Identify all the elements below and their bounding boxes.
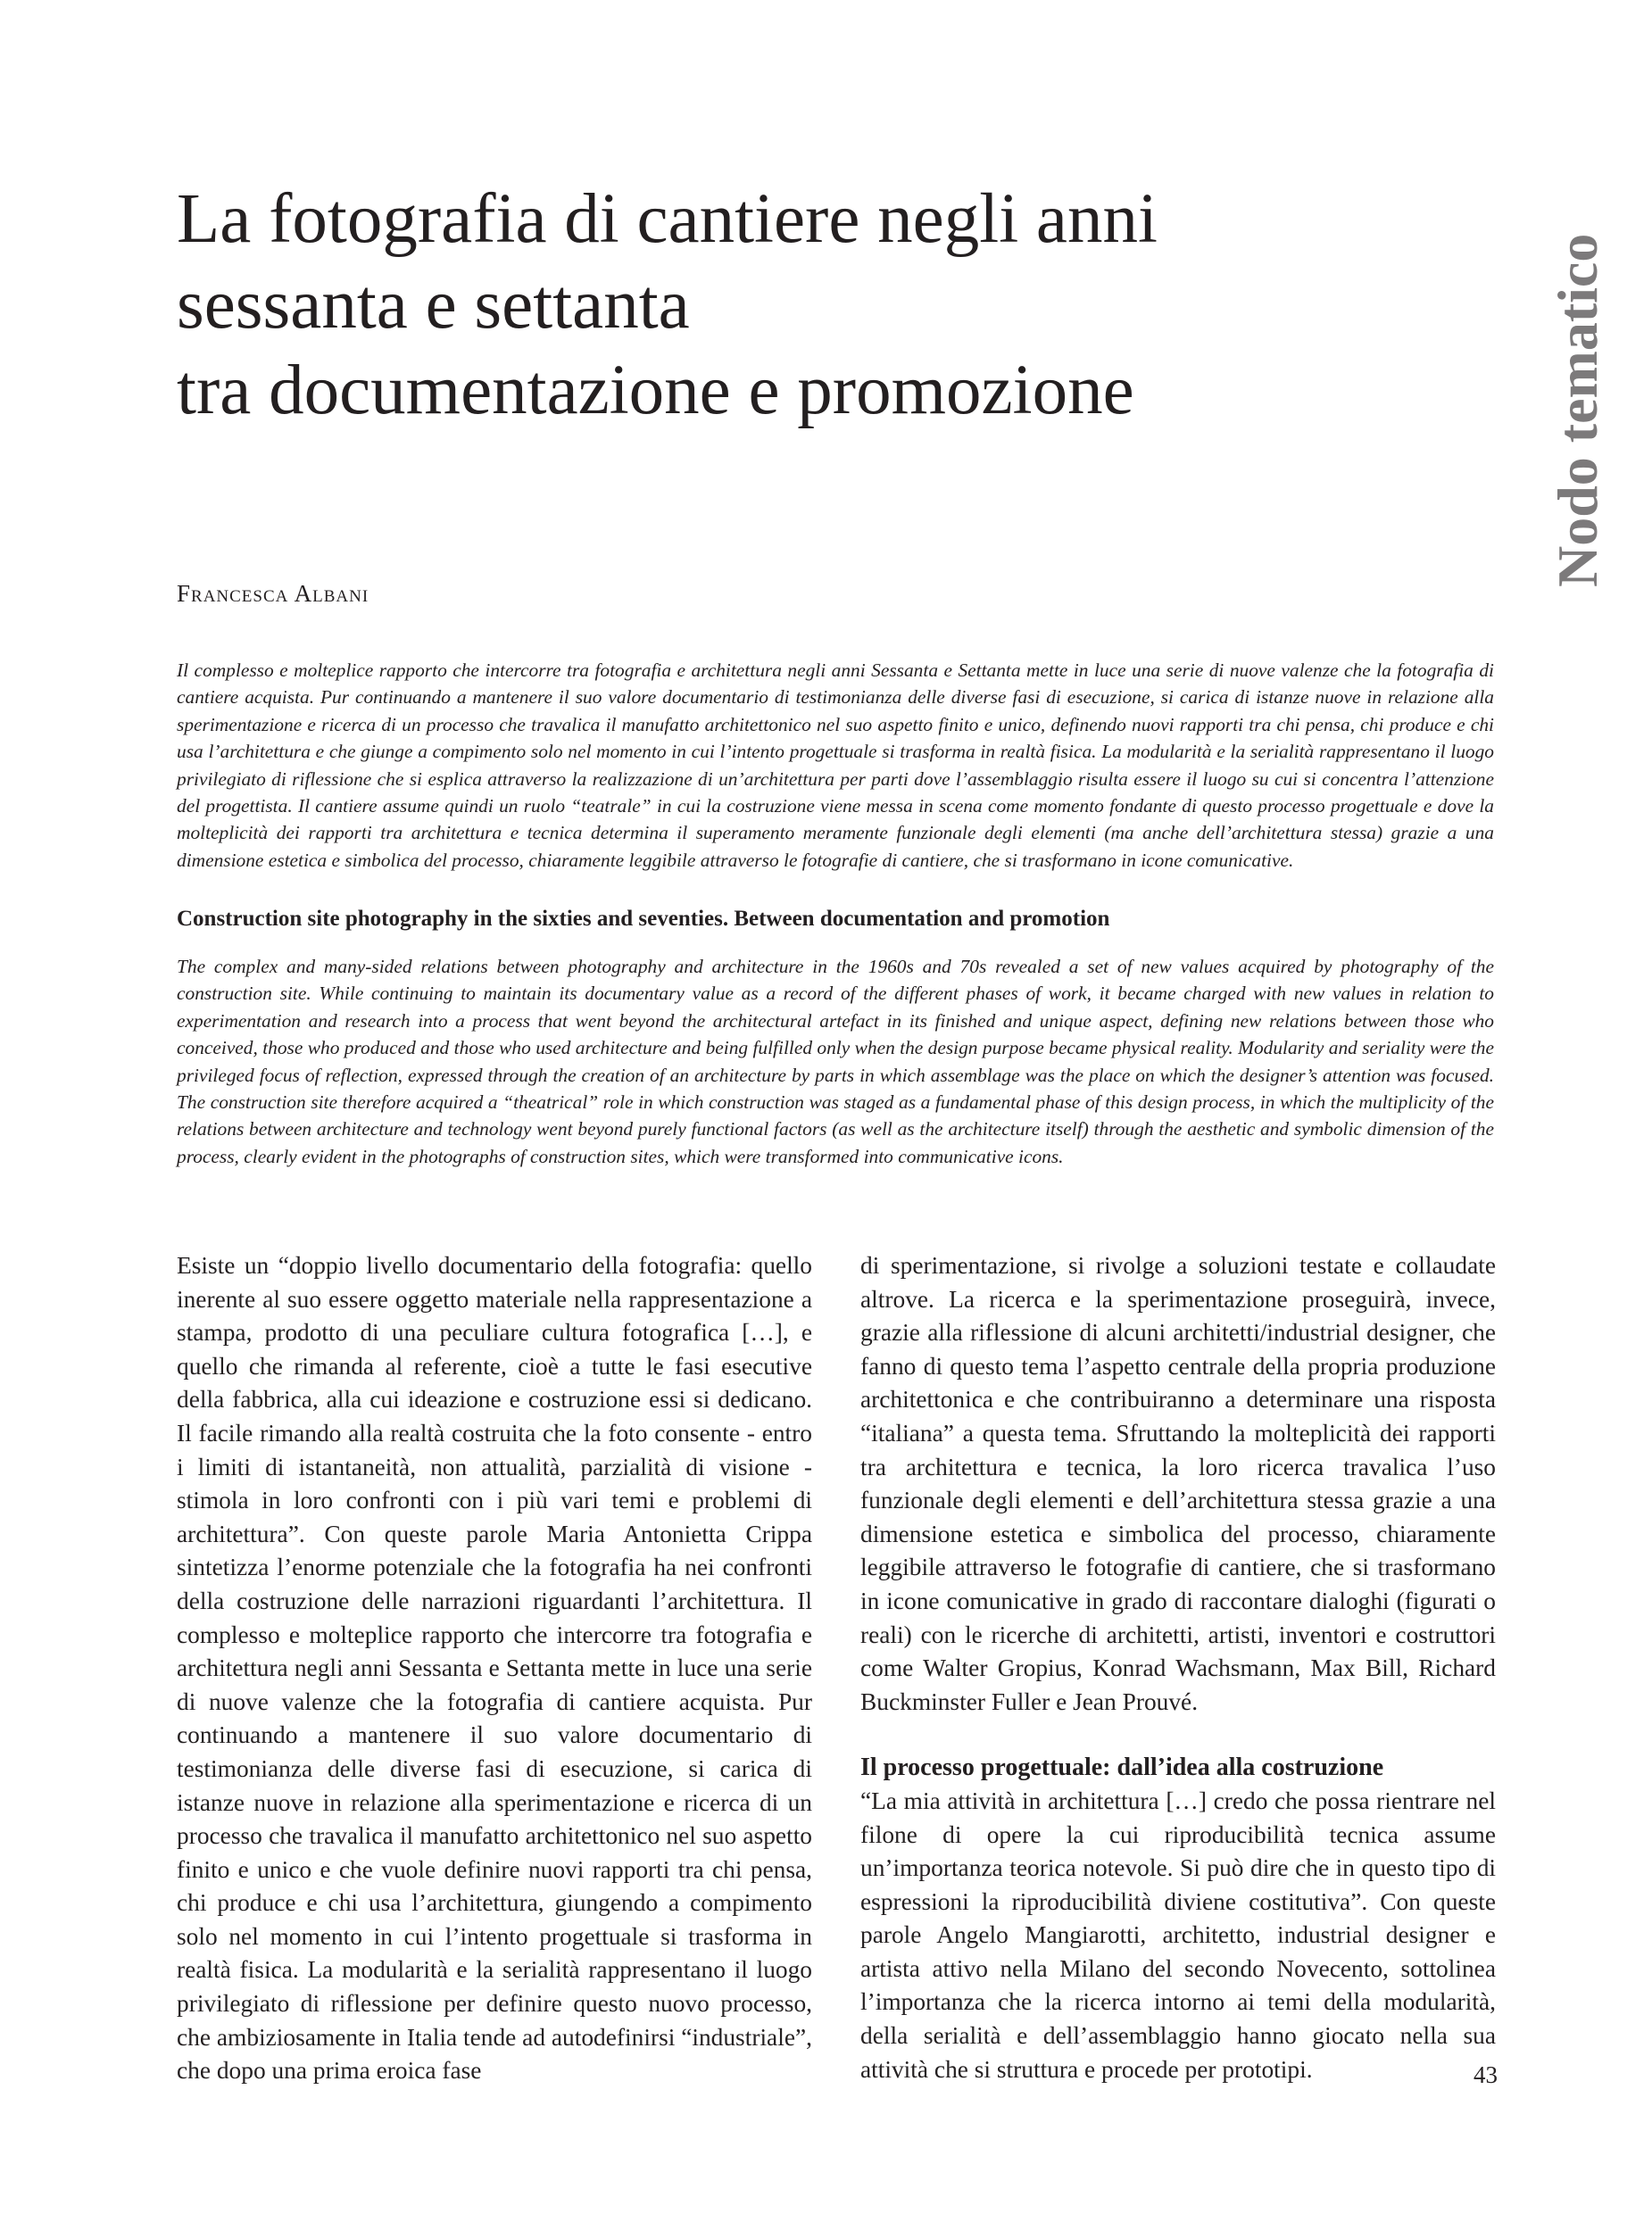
section-side-label xyxy=(1533,212,1623,587)
body-paragraph: di sperimentazione, si rivolge a soluzioni testate e collaudate altrove. La ricerca e la sperimentazione proseguirà, invece, grazie alla riflessione di alcuni architetti/industrial designer, che fanno di questo tema l’aspetto centrale della propria produzione architettonica e che contribuiranno a determinare una risposta “italiana” a questa tema. Sfruttando la molteplicità dei rapporti tra architettura e tecnica, la loro ricerca travalica l’uso funzionale degli elementi e dell’architettura stessa grazie a una dimensione estetica e simbolica del processo, chiaramente leggibile attraverso le fotografie di cantiere, che si trasformano in icone comunicative in grado di raccontare dialoghi (figurati o reali) con le ricerche di architetti, artisti, inventori e costruttori come Walter Gropius, Konrad Wachsmann, Max Bill, Richard Buckminster Fuller e Jean Prouvé. xyxy=(860,1252,1496,1715)
paragraph-gap xyxy=(860,1719,1496,1751)
title-line-1: La fotografia di cantiere negli anni xyxy=(177,180,1158,258)
body-column-left xyxy=(177,1249,812,2088)
body-paragraph: Esiste un “doppio livello documentario della fotografia: quello inerente al suo essere oggetto materiale nella rappresentazione a stampa, prodotto di una peculiare cultura fotografica […], e quello che rimanda al referente, cioè a tutte le fasi esecutive della fabbrica, alla cui ideazione e costruzione essi si dedicano. Il facile rimando alla realtà costruita che la foto consente - entro i limiti di istantaneità, non attualità, parzialità di visione - stimola in loro confronti con i più vari temi e problemi di architettura”. Con queste parole Maria Antonietta Crippa sintetizza l’enorme potenziale che la fotografia ha nei confronti della costruzione delle narrazioni riguardanti l’architettura. Il complesso e molteplice rapporto che intercorre tra fotografia e architettura negli anni Sessanta e Settanta mette in luce una serie di nuove valenze che la fotografia di cantiere acquista. Pur continuando a mantenere il suo valore documentario di testimonianza delle diverse fasi di esecuzione, si carica di istanze nuove in relazione alla sperimentazione e ricerca di un processo che travalica il manufatto architettonico nel suo aspetto finito e unico e che vuole definire nuovi rapporti tra chi pensa, chi produce e chi usa l’architettura, giungendo a compimento solo nel momento in cui l’intento progettuale si trasforma in realtà fisica. La modularità e la serialità rappresentano il luogo privilegiato di riflessione per definire questo nuovo processo, che ambiziosamente in Italia tende ad autodefinirsi “industriale”, che dopo una prima eroica fase xyxy=(177,1252,812,2085)
side-label-text: Nodo tematico xyxy=(1546,233,1609,587)
body-paragraph: “La mia attività in architettura […] credo che possa rientrare nel filone di opere la cui riproducibilità tecnica assume un’importanza teorica notevole. Si può dire che in questo tipo di espressioni la riproducibilità diviene costitutiva”. Con queste parole Angelo Mangiarotti, architetto, industrial designer e artista attivo nella Milano del secondo Novecento, sottolinea l’importanza che la ricerca intorno ai temi della modularità, della serialità e dell’assemblaggio hanno giocato nella sua attività che si struttura e procede per prototipi. xyxy=(860,1787,1496,2083)
abstract-english: The complex and many-sided relations between photography and architecture in the 1960s and 70s revealed a set of new values acquired by photography of the construction site. While continuing to maintain its documentary value as a record of the different phases of work, it became charged with new values in relation to experimentation and research into a process that went beyond the architectural artefact in its finished and unique aspect, defining new relations between those who conceived, those who produced and those who used architecture and being fulfilled only when the design purpose became physical reality. Modularity and seriality were the privileged focus of reflection, expressed through the creation of an architecture by parts in which assemblage was the place on which the designer’s attention was focused. The construction site therefore acquired a “theatrical” role in which construction was staged as a fundamental phase of this design process, in which the multiplicity of the relations between architecture and technology went beyond purely functional factors (as well as the architecture itself) through the aesthetic and symbolic dimension of the process, clearly evident in the photographs of construction sites, which were transformed into communicative icons. xyxy=(177,956,1494,1167)
abstract-italian: Il complesso e molteplice rapporto che intercorre tra fotografia e architettura negli anni Sessanta e Settanta mette in luce una serie di nuove valenze che la fotografia di cantiere acquista. Pur continuando a mantenere il suo valore documentario di testimonianza delle diverse fasi di esecuzione, si carica di istanze nuove in relazione alla sperimentazione e ricerca di un processo che travalica il manufatto architettonico nel suo aspetto finito e unico, definendo nuovi rapporti tra chi pensa, chi produce e chi usa l’architettura e che giunge a compimento solo nel momento in cui l’intento progettuale si trasforma in realtà fisica. La modularità e la serialità rappresentano il luogo privilegiato di riflessione che si esplica attraverso la realizzazione di un’architettura per parti dove l’assemblaggio risulta essere il luogo su cui si concentra l’attenzione del progettista. Il cantiere assume quindi un ruolo “teatrale” in cui la costruzione viene messa in scena come momento fondante di questo processo progettuale e dove la molteplicità dei rapporti tra architettura e tecnica determina il superamento meramente funzionale degli elementi (ma anche dell’architettura stessa) grazie a una dimensione estetica e simbolica del processo, chiaramente leggibile attraverso le fotografie di cantiere, che si trasformano in icone comunicative. xyxy=(177,659,1494,871)
title-line-2: sessanta e settanta xyxy=(177,266,690,344)
title-line-3: tra documentazione e promozione xyxy=(177,352,1134,429)
author-name: Francesca Albani xyxy=(177,580,369,607)
section-heading: Il processo progettuale: dall’idea alla costruzione xyxy=(860,1754,1384,1782)
page-number: 43 xyxy=(1474,2061,1498,2088)
article-title xyxy=(177,177,1426,434)
english-title: Construction site photography in the sixties and seventies. Between documentation and promotion xyxy=(177,907,1110,931)
body-column-right xyxy=(860,1249,1496,2086)
